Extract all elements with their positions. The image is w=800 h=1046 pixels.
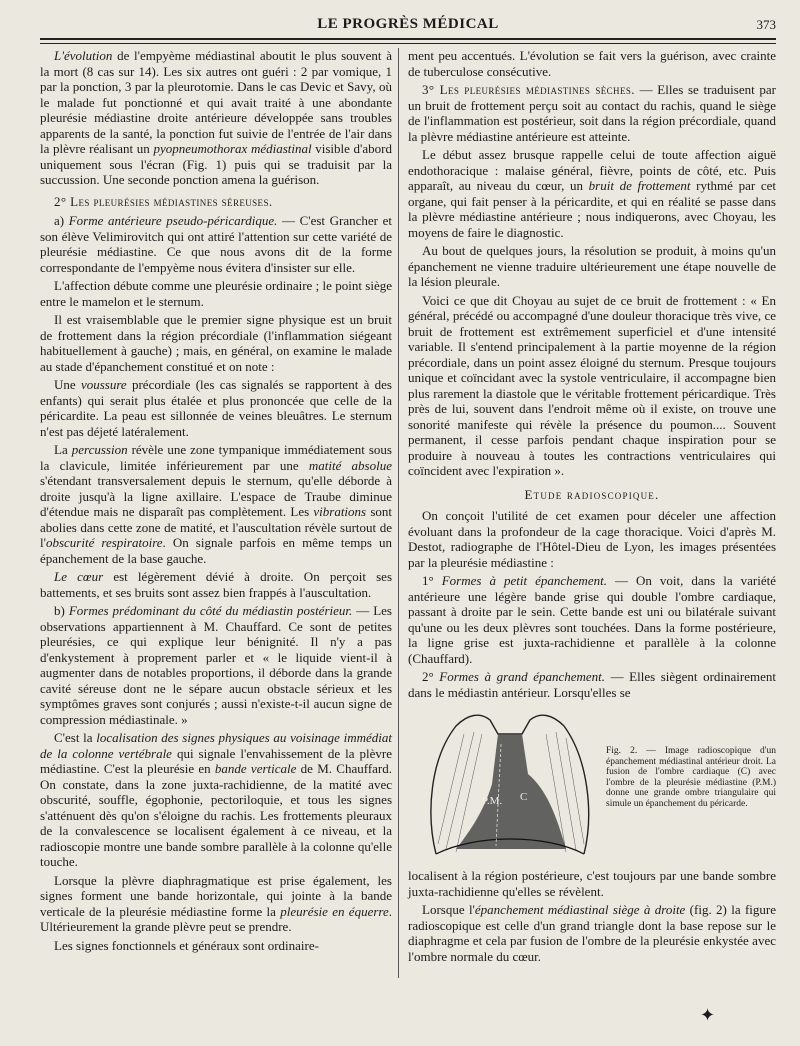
subheading: Formes prédominant du côté du médiastin postérieur. — [68, 603, 353, 618]
subheading: Formes à petit épanchement. — [441, 573, 607, 588]
paragraph-percussion — [40, 442, 392, 566]
section-heading-sereuses: 2° Les pleurésies médiastines séreuses. — [54, 193, 273, 209]
figure-2 — [408, 704, 776, 862]
journal-title: LE PROGRÈS MÉDICAL — [317, 16, 499, 32]
paragraph: ment peu accentués. L'évolution se fait vers la guérison, avec crainte de tuberculose consécutive. — [408, 48, 776, 79]
text: Une — [54, 377, 81, 392]
paragraph-seches — [408, 82, 776, 144]
text: . On signale parfois en même temps un épanchement de la base gauche. — [40, 535, 392, 566]
paragraph: Au bout de quelques jours, la résolution se produit, à moins qu'un épanchement ne vienne traduire ultérieurement une étape nouvelle de la lésion pleurale. — [408, 243, 776, 289]
section-title-radioscopique: Etude radioscopique. — [524, 486, 660, 502]
paragraph: Il est vraisemblable que le premier signe physique est un bruit de frottement dans la région précordiale (l'inflammation siégeant habituellement à gauche) ; mais, en général, on examine le malade au stade d'épanchement constitué et on note : — [40, 312, 392, 374]
term: localisation des signes physiques au voisinage immédiat de la colonne vertébrale — [40, 730, 392, 761]
text: sont abolies dans cette zone de matité, et l'auscultation révèle surtout de l' — [40, 504, 392, 550]
paragraph-equerre — [40, 873, 392, 935]
term: vibrations — [313, 504, 367, 519]
term: percussion — [71, 442, 128, 457]
text: rythmé par cet organe, qui fait penser à la péricardite, et qui en réalité se passe dans la plèvre médiastine antérieure ; nous indiquerons, avec Choyau, les moyens de faire le diagnostic. — [408, 178, 776, 240]
term: épanchement médiastinal siège à droite — [474, 902, 686, 917]
paragraph-voussure — [40, 377, 392, 439]
paragraph-forme-anterieure — [40, 213, 392, 275]
text: Le début assez brusque rappelle celui de toute affection aiguë endothoracique : malaise général, fièvre, points de côté, etc. Puis apparaît, au niveau du cœur, un — [408, 147, 776, 193]
paragraph-evolution — [40, 48, 392, 188]
radioscopic-image — [416, 704, 604, 860]
right-column — [408, 48, 776, 967]
column-divider — [398, 48, 399, 978]
text: de l'empyème médiastinal aboutit le plus souvent à la mort (8 cas sur 14). Les six autres ont guéri : 2 par vomique, 1 par la ponction, 3 par la pleurotomie. Dans le cas Devic et Savy, où le malade fut ponctionné et qui avait traité à une abondante pleurésie médiastine droite antérieure développée sans troubles apparents de la santé, la ponction fut suivie de l'entrée de l'air dans la plèvre réalisant un — [40, 48, 392, 156]
text: est légèrement dévié à droite. On perçoit ses battements, et ses bruits sont assez bien frappés à l'auscultation. — [40, 569, 392, 600]
text: (fig. 2) la figure radioscopique est celle d'un grand triangle dont la base repose sur le diaphragme et cela par fusion de l'ombre de la pleurésie enkystée avec l'ombre normale du cœur. — [408, 902, 776, 964]
text: — C'est Grancher et son élève Velimirovitch qui ont attiré l'attention sur cette variété de pleurésie médiastine. Ce que nous avons dit de la forme correspondante de l'empyème nous évitera d'insister sur elle. — [40, 213, 392, 275]
paragraph: localisent à la région postérieure, c'est toujours par une bande sombre juxta-rachidienne qu'elles se révèlent. — [408, 868, 776, 899]
paragraph: Les signes fonctionnels et généraux sont ordinaire- — [54, 937, 319, 953]
term: pleurésie en équerre — [280, 903, 389, 919]
term: Le cœur — [54, 569, 104, 584]
term: bruit de frottement — [588, 178, 691, 193]
text: Lorsque la plèvre diaphragmatique est prise également, les signes forment une bande horizontale, qui jointe à la bande verticale de la pleurésie médiastine forme la — [40, 872, 392, 919]
term: voussure — [80, 377, 127, 392]
label-pm: P.M. — [482, 795, 503, 807]
label: 2° — [422, 669, 440, 684]
section-heading-seches: 3° Les pleurésies médiastines sèches. — [422, 82, 635, 97]
text: La — [54, 442, 72, 457]
text: — Elles se traduisent par un bruit de frottement perçu soit au contact du rachis, quand le siège de l'inflammation est postérieur, soit dans la région précordiale, quand la plèvre médiastine antérieure est atteinte. — [408, 82, 776, 144]
paragraph-choyau-quote: Voici ce que dit Choyau au sujet de ce bruit de frottement : « En général, précédé ou accompagné d'une douleur thoracique très vive, ce bruit de frottement est extrêmement superficiel et d'une intensité variable. Il s'entend principalement à la partie moyenne de la région précordiale, dans un point assez éloigné du sternum. Presque toujours unique et coïncidant avec la systole ventriculaire, il accompagne bien plus rarement la diastole que le véritable frottement péricardique. Très près de lui, souvent dans l'endroit même où il existe, on trouve une sonorité manifeste qui révèle la présence du poumon.... Souvent permanent, il cesse parfois pendant chaque inspiration pour se produire à nouveau à toutes les contractions ventriculaires qui coïncident avec l'expiration ». — [408, 292, 776, 478]
text: s'étendant transversalement depuis le sternum, qu'elle déborde à droite jusqu'à la ligne axillaire. L'espace de Traube diminue d'étendue mais ne disparaît pas complètement. Les — [40, 473, 392, 519]
left-column — [40, 48, 392, 956]
label: b) — [54, 603, 69, 618]
term: obscurité respiratoire — [45, 535, 163, 550]
text: — On voit, dans la variété antérieure une légère bande grise qui double l'ombre cardiaque, passant à droite par le sein. Cette bande est uni ou bilatérale suivant qu'une ou les deux plèvres sont touchées. Dans la forme postérieure, la ligne grise est juxta-rachidienne et parallèle à la colonne (Chauffard). — [408, 573, 777, 666]
subheading: Formes à grand épanchement. — [439, 669, 606, 684]
header-rule — [40, 38, 776, 44]
text: Lorsque l' — [422, 902, 475, 917]
paragraph-epanchement-droite — [408, 902, 776, 964]
term-evolution: L'évolution — [54, 48, 113, 63]
text: C'est la — [54, 730, 97, 745]
label: 1° — [422, 573, 442, 588]
text: révèle une zone tympanique immédiatement sous la clavicule, limitée inférieurement par une — [40, 442, 392, 473]
ornament-icon: ✦ — [700, 1005, 716, 1025]
text: de M. Chauffard. On constate, dans la zone juxta-rachidienne, de la matité avec obscurité, souffle, égophonie, pectoriloquie, et tous les signes s'atténuent dès qu'on s'éloigne du rachis. Les frottements pleuraux de la convalescence se localisent également à ce niveau, et la radioscopie montre une bande sombre parallèle à la colonne qu'elle touche. — [40, 761, 392, 869]
paragraph-localisation — [40, 730, 392, 870]
paragraph-grand-epanchement — [408, 669, 776, 700]
term-pyopneumothorax: pyopneumothorax médiastinal — [153, 141, 312, 156]
paragraph: L'affection débute comme une pleurésie ordinaire ; le point siège entre le mamelon et le sternum. — [40, 278, 392, 309]
label-c: C — [520, 791, 528, 803]
label: a) — [54, 213, 69, 228]
paragraph-forme-posterieure — [40, 603, 392, 727]
subheading: Forme antérieure pseudo-péricardique. — [68, 213, 278, 228]
running-head — [40, 14, 776, 36]
figure-caption: Fig. 2. — Image radioscopique d'un épanchement médiastinal antérieur droit. La fusion de l'ombre cardiaque (C) avec l'ombre de la pleurésie médiastine (P.M.) donne une grande ombre triangulaire qui simule un épanchement du péricarde. — [606, 746, 776, 809]
paragraph-petit-epanchement — [408, 573, 776, 666]
text: — Les observations appartiennent à M. Chauffard. Ce sont de petites pleurésies, ce qui explique leur bénignité. Il n'y a pas d'enkystement à proprement parler et « le liquide vient-il à augmenter dans de notables proportions, il déborde dans la grande cavité séreuse dont ne le sépare aucun obstacle sérieux et les symptômes graves sont conjurés ; aussi n'existe-t-il aucun signe de compression médiastinale. » — [40, 603, 392, 727]
term: bande verticale — [214, 761, 297, 776]
text: qui signale l'envahissement de la plèvre médiastine. C'est la pleurésie en — [40, 745, 392, 776]
paragraph-coeur — [40, 569, 392, 600]
text: . Ultérieurement la grande plèvre peut se prendre. — [40, 903, 392, 934]
text: — Elles siègent ordinairement dans le médiastin antérieur. Lorsqu'elles se — [408, 669, 777, 700]
paragraph: On conçoit l'utilité de cet examen pour déceler une affection évoluant dans la profondeur de la cage thoracique. Voici d'après M. Destot, radiographe de l'Hôtel-Dieu de Lyon, les images présentées par la pleurésie médiastine : — [408, 508, 776, 570]
paragraph-debut — [408, 147, 776, 240]
term: matité absolue — [308, 457, 392, 473]
text: visible d'abord uniquement sous l'écran (Fig. 1) puis qui se traduisit par la succussion. Une seconde ponction amena la guérison. — [40, 141, 392, 187]
page-number: 373 — [756, 17, 776, 32]
text: précordiale (les cas signalés se rapportent à des enfants) qui serait plus étalée et plus prononcée que celle de la péricardite. La peau est sillonnée de veines bleuâtres. Le sternum n'est pas déjeté latéralement. — [40, 377, 392, 439]
